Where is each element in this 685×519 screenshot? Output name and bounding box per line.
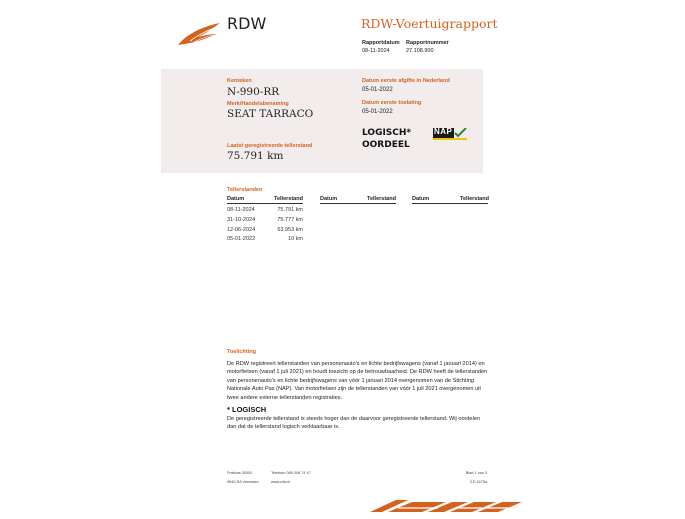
brand-name: RDW	[227, 14, 267, 33]
verdict-heading: * LOGISCH	[227, 405, 267, 414]
table-row-date: 31-10-2024	[227, 217, 256, 223]
table-row-date: 05-01-2022	[227, 236, 256, 242]
rdw-logo-icon	[176, 21, 222, 47]
footer-page: Blad 1 van 3	[465, 471, 487, 475]
col-reading-2: Tellerstand	[367, 196, 396, 202]
explanation-title: Toelichting	[227, 349, 256, 355]
vehicle-summary-panel	[161, 69, 483, 173]
col-reading-1: Tellerstand	[274, 196, 303, 202]
footer-city: 9640 RA Veendam	[227, 480, 259, 484]
make-value: SEAT TARRACO	[227, 108, 314, 120]
report-date: 08-11-2024	[362, 48, 390, 54]
col-date-3: Datum	[412, 196, 430, 202]
plate-value: N-990-RR	[227, 86, 280, 98]
footer-phone: Telefoon 088 008 74 47	[271, 471, 311, 475]
nap-logo-text: NAP	[434, 127, 453, 136]
explanation-body: De RDW registreert tellerstanden van personenauto's en lichte bedrijfswagens (vanaf 1 januari 2014) en motorfietsen (vanaf 1 juli 2021) en houdt toezicht op de betrouwbaarheid. De RDW heeft de tellerstanden van personenauto's en lichte bedrijfswagens van vóór 1 januari 2014 overgenomen van de Stichting Nationale Auto Pas (NAP). Van motorfietsen zijn de tellerstanden van vóór 1 juli 2021 overgenomen uit twee andere externe tellerstanden registraties.	[227, 361, 488, 401]
first-admission-label: Datum eerste toelating	[362, 100, 422, 106]
table-row-reading: 63.953 km	[277, 227, 303, 233]
table-row-reading: 75.791 km	[277, 207, 303, 213]
report-title: RDW-Voertuigrapport	[361, 16, 498, 31]
first-nl-label: Datum eerste afgifte in Nederland	[362, 78, 450, 84]
header-rule-3	[412, 203, 488, 204]
table-row-date: 08-11-2024	[227, 207, 255, 213]
footer-postbus: Postbus 30000	[227, 471, 253, 475]
table-row-reading: 75.777 km	[277, 217, 303, 223]
verdict-line-1: LOGISCH*	[362, 128, 412, 138]
decorative-stripes-icon	[368, 497, 524, 514]
report-number: 27.108.900	[406, 48, 434, 54]
header-rule-1	[227, 203, 303, 204]
header-rule-2	[320, 203, 396, 204]
col-reading-3: Tellerstand	[460, 196, 489, 202]
col-date-1: Datum	[227, 196, 245, 202]
footer-code: 3.E.1675a	[469, 480, 487, 484]
mileage-value: 75.791 km	[227, 150, 284, 162]
mileage-label: Laatst geregistreerde tellerstand	[227, 143, 313, 149]
verdict-line-2: OORDEEL	[362, 140, 410, 150]
verdict-explanation: De geregistreerde tellerstand is steeds hoger dan de daarvoor geregistreerde tellerstand. Wij oordelen dan dat de tellerstand logisch verklaarbaar is.	[227, 416, 481, 431]
make-label: Merk/Handelsbenaming	[227, 101, 289, 107]
plate-label: Kenteken	[227, 78, 252, 84]
report-date-label: Rapportdatum	[362, 40, 400, 46]
footer-web-link[interactable]: www.rdw.nl	[271, 480, 290, 484]
first-nl-value: 05-01-2022	[362, 87, 393, 93]
first-admission-value: 05-01-2022	[362, 109, 393, 115]
table-row-reading: 10 km	[288, 236, 303, 242]
odometer-title: Tellerstanden	[227, 187, 263, 193]
table-row-date: 12-06-2024	[227, 227, 256, 233]
col-date-2: Datum	[320, 196, 338, 202]
report-number-label: Rapportnummer	[406, 40, 449, 46]
